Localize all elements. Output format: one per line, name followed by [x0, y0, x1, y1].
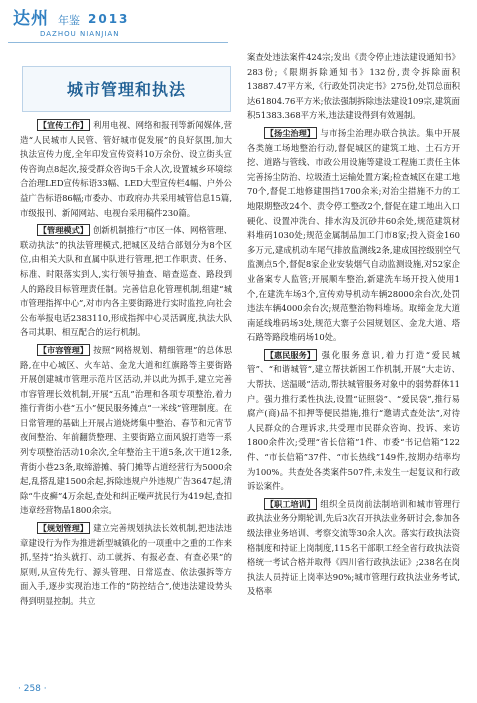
paragraph-text: 案查处违法案件424宗;发出《责令停止违法建设通知书》283份;《限期拆除通知书》132份,责令拆除面积13887.47平方米,《行政处罚决定书》275份,处罚总面积达61804.76平方米;依法强制拆除违法建设109宗,建筑面积51383.368平方米,违法建设得到有效遏制。 [247, 52, 460, 121]
paragraph [247, 348, 460, 494]
paragraph-continued [247, 50, 460, 123]
paragraph [20, 118, 232, 220]
section-title: 城市管理和执法 [66, 80, 186, 99]
paragraph-text: 强化服务意识,着力打造“爱民城管”、“和谐城管”,建立帮扶新困工作机制,开展“大走访、大帮扶、送温暖”活动,帮扶城管服务对象中的弱势群体11户。强力推行柔性执法,设置“证照袋”、“爱民袋”,推行易腐产(商)品不扣押等便民措施,推行“邀请式查处法”,对待人民群众的合理诉求,共受理市民群众咨询、投诉、来访1800余件次;受理“省长信箱”1件、市委“书记信箱”122件、“市长信箱”37件、“市长热线”149件,按期办结率均为100%。共查处各类案件507件,未发生一起复议和行政诉讼案件。 [247, 349, 460, 492]
paragraph-tag: 【惠民服务】 [265, 349, 315, 360]
paragraph [20, 223, 232, 340]
paragraph-tag: 【规划管理】 [38, 523, 88, 534]
yearbook-brand: 达州 [13, 9, 49, 29]
yearbook-year: 2013 [88, 12, 130, 26]
paragraph-tag: 【管理模式】 [38, 225, 88, 236]
paragraph-text: 与市扬尘治理办联合执法。集中开展各类施工场地整治行动,督促城区的建筑工地、土石方开挖、道路与管线、市政公用设施等建设工程施工责任主体完善扬尘防治、垃圾渣土运输处置方案;检查城区在建工地70个,督促工地修建围挡1700余米;对治尘措施不力的工地限期整改24个、责令停工整改2个,督促在建工地出入口硬化、设置冲洗台、排水沟及沉砂井60余处,规范建筑材料堆码1030处;规范金属制品加工门市8家;投入资金160多万元,建成机动车尾气排放监测线2条,建成国控级别空气监测点5个,督促8家企业安装烟气自动监测设施,对52家企业备案专人监管;开展顺车整治,新建洗车场开投入使用1个,在建洗车场3个,宣传劝导机动车辆28000余台次,处罚违法车辆4000余台次;规范整治物料堆场。取缔金龙大道南延线堆码场3处,规范大寨子公园规划区、金龙大道、塔石路等路段堆码场10处。 [247, 127, 460, 343]
page-header [0, 0, 477, 46]
paragraph [247, 497, 460, 599]
paragraph-text: 按照“网格规划、精细管理”的总体思路,在中心城区、火车站、金龙大道和红旗路等主要街路开展创建城市管理示范片区活动,并以此为抓手,建立完善市容管理长效机制,开展“五乱”治理和各项专项整治,着力推行背街小巷“五小”便民服务摊点“一米线”管理制度。在日常管理的基础上开展占道烧烤集中整治、春节和元宵节夜间整治、年前翻货整理、主要街路立面风貌打造等一系列专项整治活动10余次,全年整治主干道5条,次干道12条,背街小巷23条,取缔游摊、骑门摊等占道经营行为5000余起,乱搭乱建1500余起,拆除违规户外违规广告3647起,清除“牛皮癣”4万余起,查处和纠正噪声扰民行为419起,查扣违章经营物品1800余宗。 [20, 344, 232, 516]
paragraph [20, 521, 232, 609]
paragraph-tag: 【扬尘治理】 [265, 127, 315, 138]
section-title-box [22, 66, 231, 112]
paragraph-text: 组织全员岗前法制培训和城市管理行政执法业务分期轮训,先后3次召开执法业务研讨会,参加各级法律业务培训、考察交流等30余人次。落实行政执法资格制度和持证上岗制度,115名干部职工经全省行政执法资格统一考试合格并取得《四川省行政执法证》;238名在岗执法人员持证上岗率达90%;城市管理行政执法业务考试,及格率 [247, 498, 460, 597]
header-divider [8, 42, 228, 43]
paragraph-text: 利用电视、网络和报刊等新闻媒体,营造“人民城市人民管、管好城市促发展”的良好氛围,加大执法宣传力度,全年印发宣传资料10万余份、设立街头宣传咨询点8起次,接受群众咨询5千余人次,设置城乡环境综合治理LED宣传标语33幅、LED大型宣传栏4幅、户外公益广告标语86幅;市委办、市政府办共采用城管信息15篇,市级报刊、新闻网站、电视台采用稿件230篇。 [20, 120, 232, 218]
paragraph [20, 343, 232, 518]
right-column [247, 50, 460, 599]
paragraph [247, 126, 460, 345]
yearbook-label: 年鉴 [58, 14, 80, 27]
paragraph-tag: 【市容管理】 [38, 344, 88, 355]
paragraph-text: 创新机制推行“市区一体、网格管理、联动执法”的执法管理模式,把城区及结合部划分为8个区位,由相关大队和直属中队进行管理,把工作职责、任务、标准、时限落实到人,实行领导抽查、暗查巡查、路段到人的路段目标管理责任制。完善信息化管理机制,组建“城市管理指挥中心”,对市内各主要街路进行实时监控,向社会公布举报电话2383110,形成指挥中心灵活调度,执法大队各司其职、相互配合的运行机制。 [20, 225, 232, 338]
page-number: · 258 · [18, 684, 47, 694]
yearbook-subtitle: DAZHOU NIANJIAN [40, 30, 120, 38]
left-column [20, 118, 232, 609]
paragraph-text: 建立完善规划执法长效机制,把违法违章建设行为作为推进新型城镇化的一项重中之重的工作来抓,坚持“抬头就打、动工就拆、有报必查、有查必果”的原则,从宣传先行、源头管理、日常巡查、依法强拆等方面入手,逐步实现治违工作的“防控结合”,使违法建设势头得到明显控制。共立 [20, 523, 232, 606]
paragraph-tag: 【宣传工作】 [38, 120, 88, 130]
paragraph-tag: 【职工培训】 [265, 498, 315, 509]
